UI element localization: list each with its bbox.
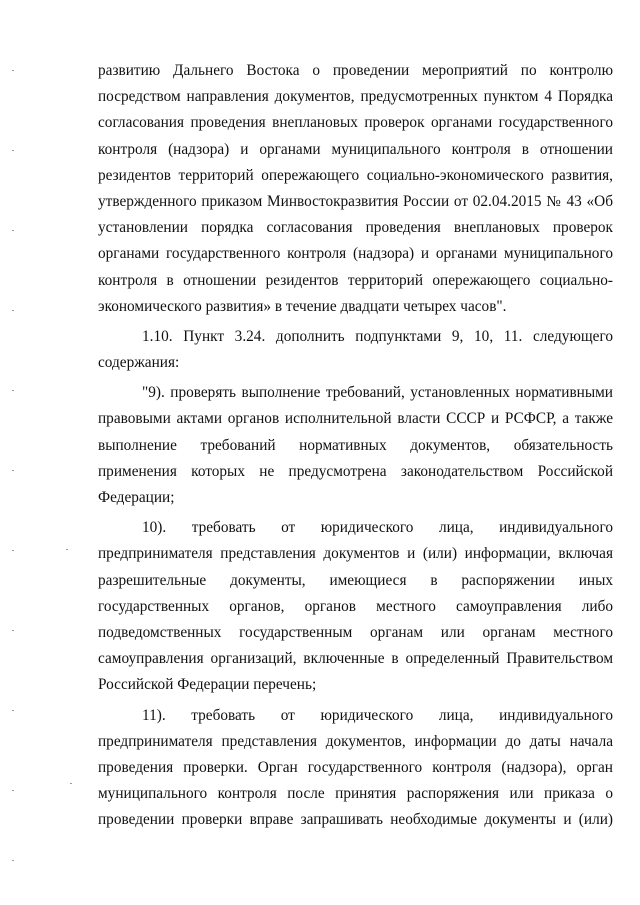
scan-speck <box>12 230 14 231</box>
document-line: проведения проверки. Орган государственного контроля (надзора), орган <box>98 758 613 776</box>
document-line: Федерации; <box>98 489 175 506</box>
document-line: резидентов территорий опережающего социально-экономического развития, <box>98 166 613 184</box>
document-line: Российской Федерации перечень; <box>98 676 317 694</box>
scan-speck <box>12 70 14 71</box>
document-line: содержания: <box>98 354 180 372</box>
document-line: 10). требовать от юридического лица, индивидуального <box>142 519 613 537</box>
document-line: контроля (надзора) и органами муниципального контроля в отношении <box>98 140 613 158</box>
scan-speck <box>12 710 14 711</box>
scan-speck <box>12 860 14 861</box>
scan-speck <box>12 470 14 471</box>
document-line: предпринимателя представления документов, информации до даты начала <box>98 732 613 750</box>
document-line: 1.10. Пункт 3.24. дополнить подпунктами 9, 10, 11. следующего <box>142 327 613 345</box>
scan-speck <box>12 150 14 151</box>
document-line: проведении проверки вправе запрашивать необходимые документы и (или) <box>98 811 613 829</box>
scan-speck <box>66 549 68 550</box>
document-line: утвержденного приказом Минвостокразвития России от 02.04.2015 № 43 «Об <box>98 192 613 210</box>
document-line: развитию Дальнего Востока о проведении мероприятий по контролю <box>98 62 613 79</box>
document-line: правовыми актами органов исполнительной власти СССР и РСФСР, а также <box>98 410 613 428</box>
document-line: разрешительные документы, имеющиеся в распоряжении иных <box>98 571 613 589</box>
document-line: экономического развития» в течение двадцати четырех часов". <box>98 297 507 315</box>
document-line: посредством направления документов, предусмотренных пунктом 4 Порядка <box>98 88 613 106</box>
document-line: предпринимателя представления документов и (или) информации, включая <box>98 545 613 563</box>
scan-speck <box>12 630 14 631</box>
document-line: органами государственного контроля (надзора) и органами муниципального <box>98 245 613 263</box>
document-line: установлении порядка согласования проведения внеплановых проверок <box>98 219 613 237</box>
document-line: муниципального контроля после принятия распоряжения или приказа о <box>98 785 613 803</box>
document-line: "9). проверять выполнение требований, установленных нормативными <box>142 384 613 402</box>
document-line: согласования проведения внеплановых проверок органами государственного <box>98 114 613 132</box>
scan-speck <box>12 390 14 391</box>
document-line: самоуправления организаций, включенные в определенный Правительством <box>98 650 613 668</box>
document-line: подведомственных государственным органам или органам местного <box>98 623 613 641</box>
document-body <box>98 58 613 833</box>
document-line: выполнение требований нормативных документов, обязательность <box>98 436 613 454</box>
scan-speck <box>12 790 14 791</box>
scan-speck <box>12 310 14 311</box>
document-line: государственных органов, органов местного самоуправления либо <box>98 597 613 615</box>
scan-speck <box>70 783 72 784</box>
document-line: применения которых не предусмотрена законодательством Российской <box>98 462 613 480</box>
scan-speck <box>12 550 14 551</box>
document-line: 11). требовать от юридического лица, индивидуального <box>142 706 613 724</box>
document-line: контроля в отношении резидентов территорий опережающего социально- <box>98 271 613 289</box>
